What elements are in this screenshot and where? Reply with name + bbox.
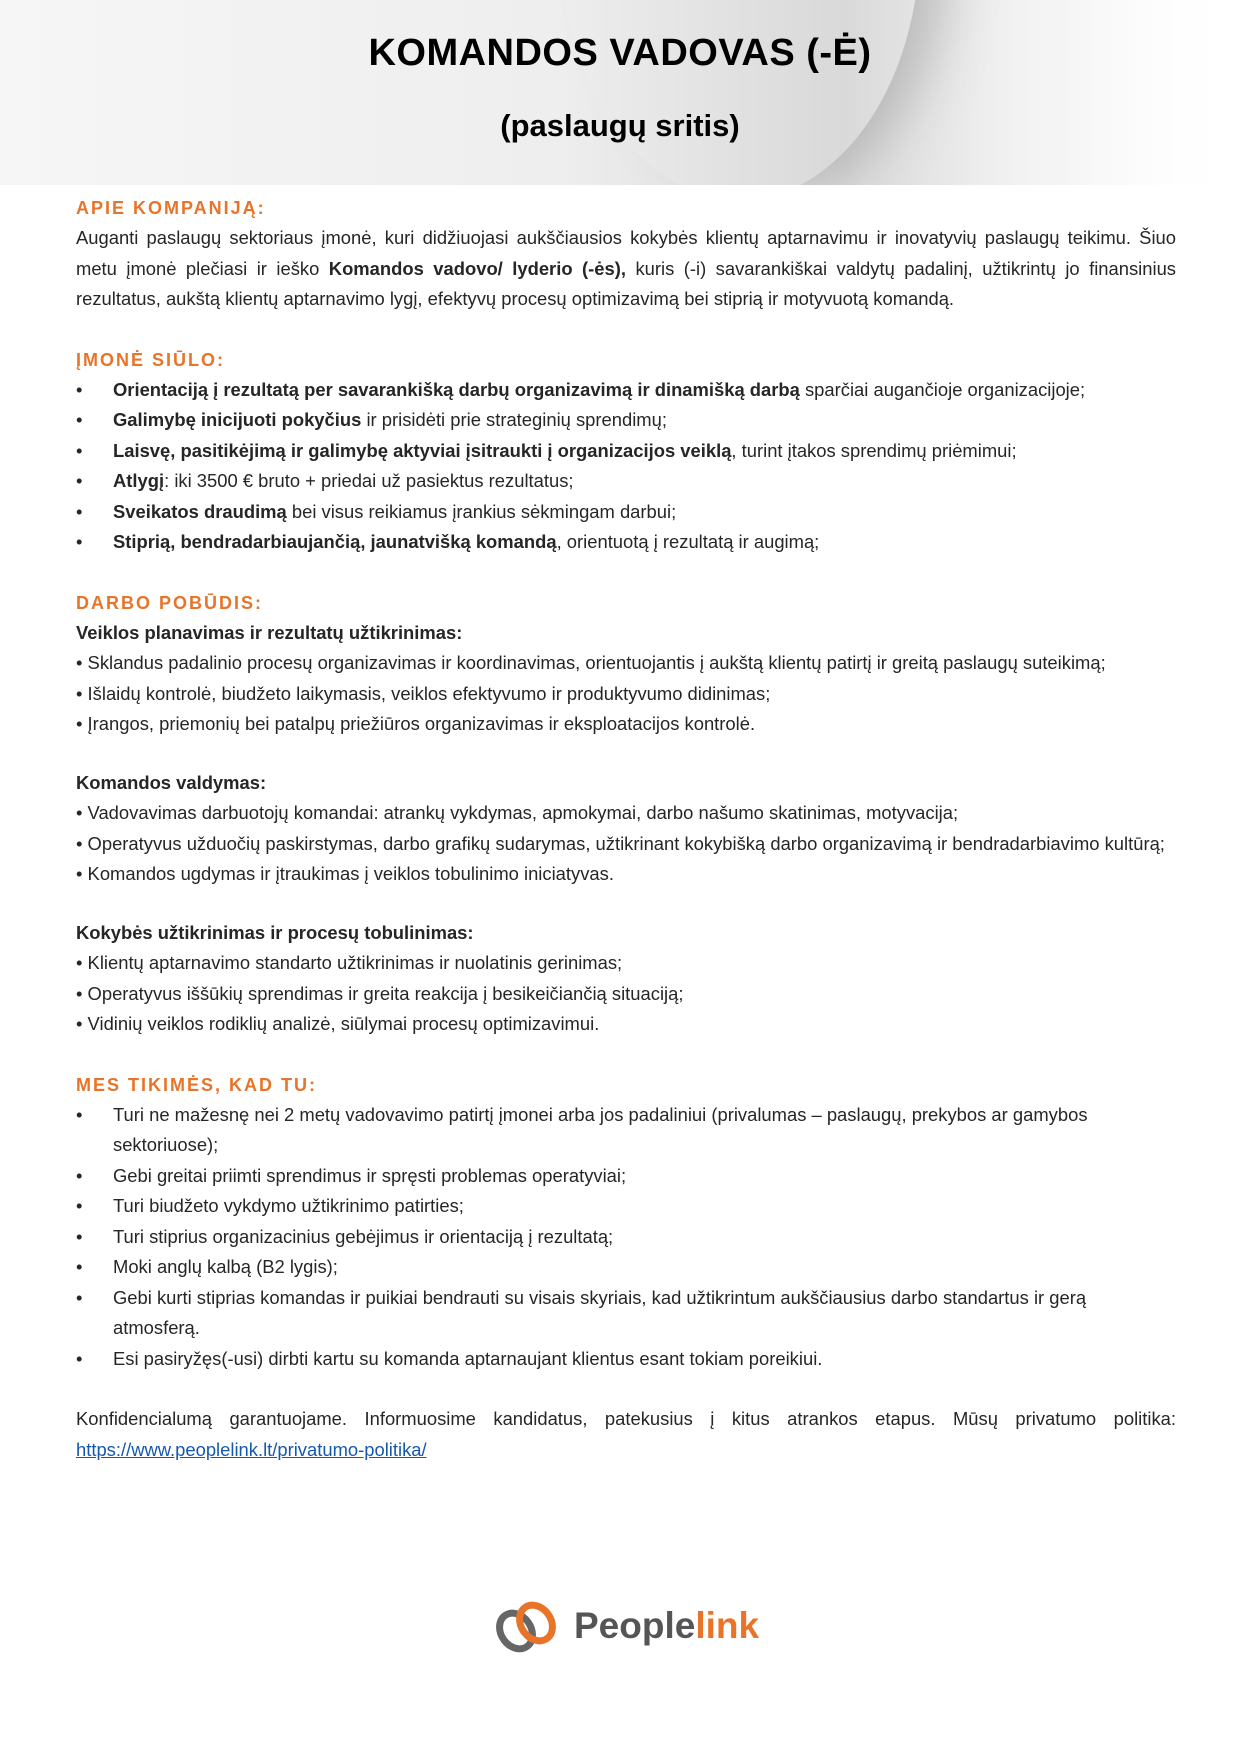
list-item: • Turi ne mažesnę nei 2 metų vadovavimo patirtį įmonei arba jos padaliniui (privalumas – paslaugų, prekybos ar gamybos sektoriuose); bbox=[76, 1100, 1176, 1161]
subsection-title-team: Komandos valdymas: bbox=[76, 771, 267, 793]
bullet-icon: • bbox=[76, 1195, 83, 1216]
list-item: • Sklandus padalinio procesų organizavimas ir koordinavimas, orientuojantis į aukštą klientų patirtį ir greitą paslaugų suteikimą; bbox=[76, 652, 1106, 673]
subsection-title-quality: Kokybės užtikrinimas ir procesų tobulinimas: bbox=[76, 921, 474, 943]
subsection-title-planning: Veiklos planavimas ir rezultatų užtikrinimas: bbox=[76, 621, 463, 643]
bullet-icon: • bbox=[76, 439, 83, 461]
list-item: • Išlaidų kontrolė, biudžeto laikymasis, veiklos efektyvumo ir produktyvumo didinimas; bbox=[76, 682, 771, 704]
section-heading-work: DARBO POBŪDIS: bbox=[76, 592, 264, 613]
bullet-icon: • bbox=[76, 531, 83, 552]
header-banner bbox=[0, 0, 1240, 185]
list-item: • Klientų aptarnavimo standarto užtikrinimas ir nuolatinis gerinimas; bbox=[76, 952, 623, 973]
bullet-icon: • bbox=[76, 470, 83, 491]
bullet-icon: • bbox=[76, 1286, 83, 1308]
bullet-icon: • bbox=[76, 500, 83, 522]
offer-list bbox=[76, 375, 1176, 558]
privacy-paragraph: Konfidencialumą garantuojame. Informuosime kandidatus, patekusius į kitus atrankos etapus. Mūsų privatumo politika: https://www.peoplelink.lt/privatumo-politika/ bbox=[76, 1408, 1176, 1460]
list-item: • Sveikatos draudimą bei visus reikiamus įrankius sėkmingam darbui; bbox=[76, 497, 1176, 528]
list-item: • Operatyvus iššūkių sprendimas ir greita reakcija į besikeičiančią situaciją; bbox=[76, 982, 684, 1004]
expect-list bbox=[76, 1100, 1176, 1375]
header-swoosh-decoration bbox=[560, 0, 920, 185]
about-paragraph: Auganti paslaugų sektoriaus įmonė, kuri didžiuojasi aukščiausios kokybės klientų aptarnavimu ir inovatyvių paslaugų teikimu. Šiuo metu įmonė plečiasi ir ieško Komandos vadovo/ lyderio (-ės), kuris (-i) savarankiškai valdytų padalinį, užtikrintų jo finansinius rezultatus, aukštą klientų aptarnavimo lygį, efektyvų procesų optimizavimą bei stiprią ir motyvuotą komandą. bbox=[76, 227, 1176, 309]
list-item: • Stiprią, bendradarbiaujančią, jaunatvišką komandą, orientuotą į rezultatą ir augimą; bbox=[76, 527, 1176, 558]
section-heading-about: APIE KOMPANIJĄ: bbox=[76, 198, 266, 218]
list-item: • Gebi greitai priimti sprendimus ir spręsti problemas operatyviai; bbox=[76, 1161, 1176, 1192]
bullet-icon: • bbox=[76, 1347, 83, 1369]
list-item: • Moki anglų kalbą (B2 lygis); bbox=[76, 1252, 1176, 1283]
about-position-highlight: Komandos vadovo/ lyderio (-ės), bbox=[328, 257, 626, 279]
logo-wordmark: Peoplelink bbox=[574, 1605, 760, 1646]
list-item: • Operatyvus užduočių paskirstymas, darbo grafikų sudarymas, užtikrinant kokybišką darbo organizavimą ir bendradarbiavimo kultūrą; bbox=[76, 832, 1165, 854]
list-item: • Esi pasiryžęs(-usi) dirbti kartu su komanda aptarnaujant klientus esant tokiam poreikiui. bbox=[76, 1344, 1176, 1375]
privacy-policy-link[interactable]: https://www.peoplelink.lt/privatumo-politika/ bbox=[76, 1438, 427, 1460]
bullet-icon: • bbox=[76, 1103, 83, 1125]
page-title: KOMANDOS VADOVAS (-Ė) bbox=[368, 32, 872, 74]
list-item: • Laisvę, pasitikėjimą ir galimybę aktyviai įsitraukti į organizacijos veiklą, turint įtakos sprendimų priėmimui; bbox=[76, 436, 1176, 467]
list-item: • Komandos ugdymas ir įtraukimas į veiklos tobulinimo iniciatyvas. bbox=[76, 863, 614, 884]
planning-list bbox=[76, 648, 1176, 740]
section-heading-offer: ĮMONĖ SIŪLO: bbox=[76, 349, 225, 370]
page-subtitle: (paslaugų sritis) bbox=[500, 108, 740, 143]
peoplelink-logo bbox=[494, 1595, 760, 1659]
bullet-icon: • bbox=[76, 409, 83, 430]
list-item: • Vidinių veiklos rodiklių analizė, siūlymai procesų optimizavimui. bbox=[76, 1013, 600, 1034]
bullet-icon: • bbox=[76, 1164, 83, 1186]
section-heading-expect: MES TIKIMĖS, KAD TU: bbox=[76, 1074, 317, 1095]
list-item: • Orientaciją į rezultatą per savarankišką darbų organizavimą ir dinamišką darbą sparčiai augančioje organizacijoje; bbox=[76, 375, 1176, 406]
bullet-icon: • bbox=[76, 1225, 83, 1247]
team-list bbox=[76, 798, 1176, 890]
bullet-icon: • bbox=[76, 1256, 83, 1277]
list-item: • Galimybę inicijuoti pokyčius ir prisidėti prie strateginių sprendimų; bbox=[76, 405, 1176, 436]
bullet-icon: • bbox=[76, 378, 83, 400]
quality-list bbox=[76, 948, 1176, 1040]
document-body bbox=[76, 193, 1176, 1465]
list-item: • Gebi kurti stiprias komandas ir puikiai bendrauti su visais skyriais, kad užtikrintum aukščiausius darbo standartus ir gerą atmosferą. bbox=[76, 1283, 1176, 1344]
list-item: • Turi stiprius organizacinius gebėjimus ir orientaciją į rezultatą; bbox=[76, 1222, 1176, 1253]
list-item: • Turi biudžeto vykdymo užtikrinimo patirties; bbox=[76, 1191, 1176, 1222]
list-item: • Atlygį: iki 3500 € bruto + priedai už pasiektus rezultatus; bbox=[76, 466, 1176, 497]
list-item: • Įrangos, priemonių bei patalpų priežiūros organizavimas ir eksploatacijos kontrolė. bbox=[76, 713, 756, 734]
peoplelink-logo-icon bbox=[494, 1595, 564, 1659]
list-item: • Vadovavimas darbuotojų komandai: atrankų vykdymas, apmokymai, darbo našumo skatinimas, motyvacija; bbox=[76, 802, 959, 823]
